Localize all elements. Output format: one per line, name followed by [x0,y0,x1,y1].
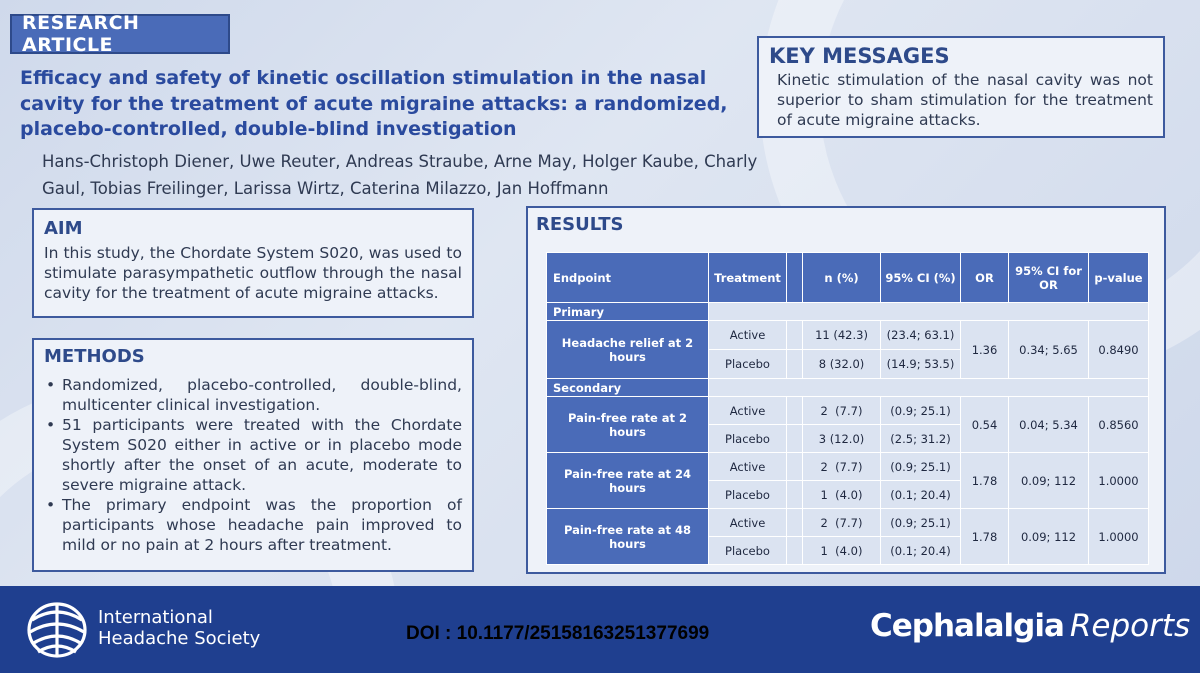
bullet-icon: • [46,496,56,514]
section-label-secondary: Secondary [547,379,709,397]
methods-box [32,338,474,572]
doi-text: DOI : 10.1177/25158163251377699 [406,623,710,644]
ci-cell: (23.4; 63.1) [881,321,961,350]
bullet-icon: • [46,416,56,434]
key-messages-text: Kinetic stimulation of the nasal cavity was not superior to sham stimulation for the treatment of acute migraine attacks. [777,71,1153,129]
n-cell: 3 (12.0) [803,425,881,453]
endpoint-cell: Pain-free rate at 2 hours [547,397,709,453]
key-messages-heading: KEY MESSAGES [769,44,950,68]
results-box [526,206,1166,574]
ci-or-cell: 0.09; 112 [1009,509,1089,565]
ci-cell: (0.9; 25.1) [881,453,961,481]
n-cell: 1 (4.0) [803,537,881,565]
or-cell: 1.78 [961,453,1009,509]
or-cell: 0.54 [961,397,1009,453]
endpoint-cell: Pain-free rate at 48 hours [547,509,709,565]
methods-item: • 51 participants were treated with the Chordate System S020 either in active or in placebo mode shortly after the onset of an acute, moderate to severe migraine attack. [46,416,462,494]
n-cell: 2 (7.7) [803,397,881,425]
header-or: OR [961,253,1009,303]
p-cell: 0.8560 [1089,397,1149,453]
key-messages-box [757,36,1165,138]
treatment-cell: Placebo [709,425,787,453]
section-row [547,379,1149,397]
endpoint-cell: Headache relief at 2 hours [547,321,709,379]
ihs-logo-icon [24,600,90,660]
aim-heading: AIM [44,218,83,239]
ci-or-cell: 0.34; 5.65 [1009,321,1089,379]
n-cell: 8 (32.0) [803,350,881,379]
results-table [546,252,1149,565]
table-header-row [547,253,1149,303]
endpoint-cell: Pain-free rate at 24 hours [547,453,709,509]
ci-cell: (0.9; 25.1) [881,397,961,425]
section-row [547,303,1149,321]
table-row [547,397,1149,425]
header-n: n (%) [803,253,881,303]
header-treatment: Treatment [709,253,787,303]
methods-heading: METHODS [44,346,145,367]
article-title: Efficacy and safety of kinetic oscillation stimulation in the nasal cavity for the treatment of acute migraine attacks: a randomized, placebo-controlled, double-blind investigation [20,67,728,140]
or-cell: 1.78 [961,509,1009,565]
aim-text: In this study, the Chordate System S020, was used to stimulate parasympathetic outflow through the nasal cavity for the treatment of acute migraine attacks. [44,244,462,302]
methods-item: • Randomized, placebo-controlled, double-blind, multicenter clinical investigation. [46,376,462,414]
ci-cell: (0.1; 20.4) [881,481,961,509]
table-row [547,453,1149,481]
or-cell: 1.36 [961,321,1009,379]
ci-cell: (14.9; 53.5) [881,350,961,379]
treatment-cell: Placebo [709,350,787,379]
treatment-cell: Active [709,397,787,425]
table-row [547,509,1149,537]
header-ci: 95% CI (%) [881,253,961,303]
bullet-icon: • [46,376,56,394]
header-ci-or: 95% CI for OR [1009,253,1089,303]
p-cell: 1.0000 [1089,509,1149,565]
p-cell: 1.0000 [1089,453,1149,509]
ci-cell: (0.9; 25.1) [881,509,961,537]
n-cell: 2 (7.7) [803,453,881,481]
footer-bar [0,586,1200,673]
header-p: p-value [1089,253,1149,303]
ihs-name: International Headache Society [98,607,261,649]
ci-or-cell: 0.04; 5.34 [1009,397,1089,453]
table-row [547,321,1149,350]
n-cell: 2 (7.7) [803,509,881,537]
n-cell: 1 (4.0) [803,481,881,509]
treatment-cell: Active [709,453,787,481]
ci-cell: (2.5; 31.2) [881,425,961,453]
header-endpoint: Endpoint [547,253,709,303]
ci-cell: (0.1; 20.4) [881,537,961,565]
methods-list [44,375,462,555]
treatment-cell: Placebo [709,537,787,565]
ci-or-cell: 0.09; 112 [1009,453,1089,509]
methods-item: • The primary endpoint was the proportion of participants whose headache pain improved to mild or no pain at 2 hours after treatment. [46,496,462,554]
treatment-cell: Active [709,509,787,537]
treatment-cell: Active [709,321,787,350]
results-heading: RESULTS [536,214,624,235]
header-spacer [787,253,803,303]
research-article-badge: RESEARCH ARTICLE [10,14,230,54]
treatment-cell: Placebo [709,481,787,509]
aim-box [32,208,474,318]
p-cell: 0.8490 [1089,321,1149,379]
cephalalgia-reports-logo: Cephalalgia Reports [870,608,1191,644]
n-cell: 11 (42.3) [803,321,881,350]
section-label-primary: Primary [547,303,709,321]
authors-list: Hans-Christoph Diener, Uwe Reuter, Andreas Straube, Arne May, Holger Kaube, Charly Gaul, Tobias Freilinger, Larissa Wirtz, Caterina Milazzo, Jan Hoffmann [42,152,758,198]
